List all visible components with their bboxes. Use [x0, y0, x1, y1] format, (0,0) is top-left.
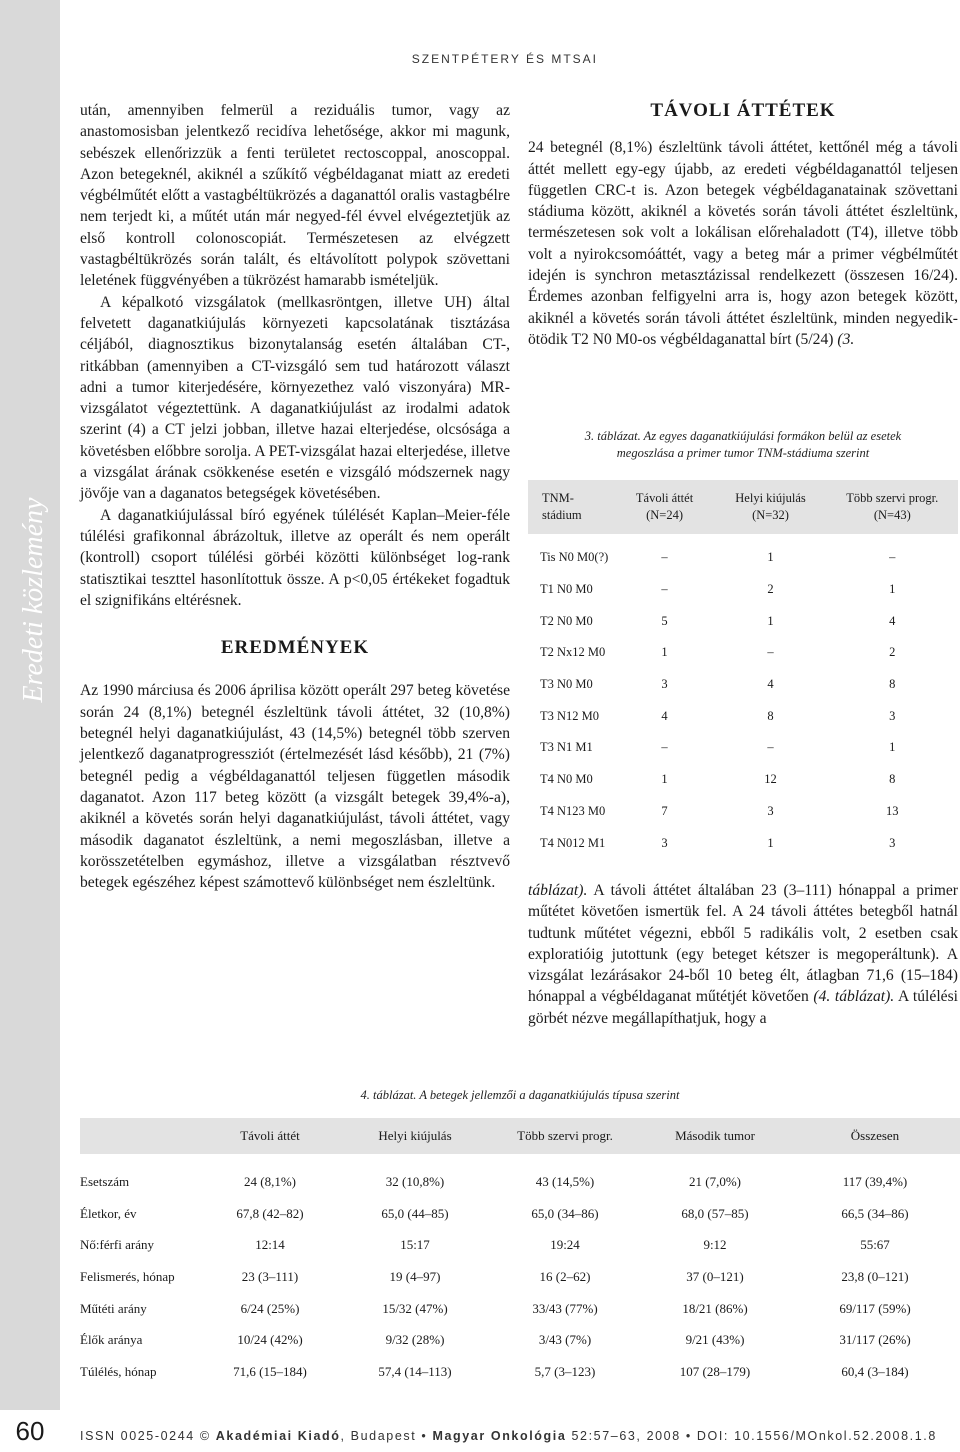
table-cell: 57,4 (14–113) [378, 1363, 452, 1379]
table-4-header-cell [80, 1118, 200, 1154]
table-4-header-row [80, 1118, 960, 1154]
table-3-body [528, 534, 958, 859]
table-4-spacer [80, 1154, 960, 1166]
table-row [80, 1198, 960, 1230]
row-label-cell: Tis N0 M0(?) [540, 550, 609, 565]
table-cell: 4 [889, 613, 896, 628]
table-cell: – [767, 645, 774, 660]
table-cell: 21 (7,0%) [689, 1173, 741, 1189]
table-cell: 1 [889, 582, 896, 597]
table-4-caption: 4. táblázat. A betegek jellemzői a daganatkiújulás típusa szerint [360, 1088, 680, 1102]
running-head: SZENTPÉTERY ÉS MTSAI [411, 52, 598, 66]
table-4-reference: (4. táblázat). [813, 988, 895, 1006]
side-label-text: Eredeti közlemény [18, 497, 49, 703]
table-row [528, 637, 958, 669]
table-cell: – [767, 740, 774, 755]
row-label-cell: T4 N123 M0 [540, 803, 606, 818]
footer-volume-doi: 52:57–63, 2008 • DOI: 10.1556/MOnkol.52.2008.1.8 [571, 1429, 937, 1443]
table-4-header-cell: Második tumor [640, 1118, 790, 1154]
table-cell: 71,6 (15–184) [233, 1363, 307, 1379]
table-cell: – [661, 550, 668, 565]
left-paragraph-1: után, amennyiben felmerül a reziduális tumor, vagy az anastomosisban jelentkező recidíva lehetősége, akkor mi magunk, sebészek ellenőrizzük a fenti területet rectoscoppal, anoscoppal. Azon betegeknél, akiknél a szűkítő végbéldaganat miatt az eredeti végbélműtét előtt a vastagbéltükrözés a daganattól oralis vastagbélre nem terjedt ki, a műtét után már negyed-fél évvel elvégeztetjük az első kontroll colonoscopiát. Természetesen az elvégzett vastagbéltükrözés során talált, és eltávolított polypok szövettani leletének függvényében a tükrözést hamarabb ismételjük. [80, 102, 510, 290]
table-4-header-cell: Távoli áttét [200, 1118, 340, 1154]
row-label-cell: Élők aránya [80, 1332, 143, 1348]
footer-journal: Magyar Onkológia [432, 1429, 567, 1443]
table-cell: 3 [661, 677, 668, 692]
table-row [528, 796, 958, 828]
table-3-header-cell: Helyi kiújulás (N=32) [714, 480, 826, 534]
table-cell: 43 (14,5%) [535, 1173, 595, 1189]
section-heading-tavoli-attetek: TÁVOLI ÁTTÉTEK [650, 100, 836, 121]
table-cell: 12:14 [255, 1237, 285, 1253]
table-cell: 15:17 [400, 1237, 430, 1253]
table-cell: 3 [889, 835, 896, 850]
table-cell: 107 (28–179) [679, 1363, 751, 1379]
table-cell: 19:24 [550, 1237, 580, 1253]
table-row [528, 542, 958, 574]
table-row [528, 732, 958, 764]
left-paragraph-4: Az 1990 márciusa és 2006 áprilisa között operált 297 beteg követése során 24 (8,1%) betegnél észleltünk távoli áttétet, 32 (10,8%) betegnél helyi daganatkiújulást, 43 (14,5%) betegnél több szerven jelentkező daganatprogressziót (értelmezését lásd később), 21 (7%) betegnél pedig a végbéldaganattól teljesen független második daganatot. Azon 117 beteg között (a vizsgált betegek 39,4%-a), akiknél a követés során helyi daganatkiújulást, távoli áttétet, vagy második daganatot észleltünk, a nemi megoszlásban, illetve a korösszetételben egymáshoz, illetve a vizsgálatban résztvevő betegek egészéhez képest számottevő különbséget nem észleltünk. [80, 682, 510, 892]
table-cell: 23,8 (0–121) [841, 1268, 909, 1284]
table-cell: 66,5 (34–86) [841, 1205, 909, 1221]
table-4-header-cell: Több szervi progr. [490, 1118, 640, 1154]
table-3-reference-end: táblázat). [528, 882, 588, 899]
table-cell: 12 [764, 772, 777, 787]
side-band [0, 0, 60, 1410]
right-paragraph-2 [528, 880, 958, 1029]
table-4-body [80, 1154, 960, 1388]
table-row [528, 605, 958, 637]
row-label-cell: T1 N0 M0 [540, 582, 593, 597]
table-cell: 60,4 (3–184) [841, 1363, 909, 1379]
table-cell: 7 [661, 803, 668, 818]
table-cell: 1 [889, 740, 896, 755]
table-cell: 1 [767, 835, 774, 850]
section-heading-eredmenyek: EREDMÉNYEK [220, 637, 370, 659]
table-cell: 5 [661, 613, 668, 628]
table-3-caption-line-1: 3. táblázat. Az egyes daganatkiújulási formákon belül az esetek [584, 429, 902, 443]
table-cell: 4 [661, 708, 668, 723]
table-row [80, 1293, 960, 1325]
footer-city: , Budapest • [340, 1429, 428, 1443]
row-label-cell: Műtéti arány [80, 1300, 147, 1316]
table-cell: 5,7 (3–123) [534, 1363, 596, 1379]
table-3 [528, 480, 958, 859]
table-3-reference: (3. [837, 330, 855, 348]
right-column-bottom [528, 880, 958, 1029]
table-cell: 1 [661, 645, 668, 660]
table-cell: 68,0 (57–85) [681, 1205, 749, 1221]
left-paragraph-2: A képalkotó vizsgálatok (mellkasröntgen, illetve UH) által felvetett daganatkiújulás környezeti kapcsolatának tisztázása céljából, diagnosztikus bizonytalanság esetén általában CT-, ritkábban (amennyiben a CT-vizsgáló sem tud határozott választ adni a tumor kiterjedésére, környezethez való viszonyára) MR-vizsgálatot végeztettünk. A daganatkiújulást az irodalmi adatok szerint (4) a CT jelzi jobban, illetve hazai elterjedése, olcsósága a követésben előbbre sorolja. A PET-vizsgálat hazai elterjedése, illetve a vizsgálat árának csökkenése esetén e vizsgáló módszernek nagy jövője van a daganatos betegségek követésében. [80, 293, 510, 503]
table-cell: 13 [886, 803, 899, 818]
table-cell: 6/24 (25%) [240, 1300, 300, 1316]
right-paragraph-2-end: A túlélési görbét nézve megállapíthatjuk, hogy a [528, 988, 958, 1027]
row-label-cell: Életkor, év [80, 1205, 137, 1221]
table-cell: 1 [767, 613, 774, 628]
table-cell: 65,0 (34–86) [531, 1205, 599, 1221]
table-row [80, 1356, 960, 1388]
side-label [14, 420, 54, 780]
table-row [528, 574, 958, 606]
table-cell: 9/21 (43%) [685, 1332, 745, 1348]
row-label-cell: Nő:férfi arány [80, 1237, 154, 1253]
table-cell: – [661, 740, 668, 755]
table-cell: 8 [889, 677, 896, 692]
table-4-header-cell: Összesen [790, 1118, 960, 1154]
row-label-cell: T2 Nx12 M0 [540, 645, 606, 660]
row-label-cell: T3 N0 M0 [540, 677, 593, 692]
row-label-cell: Túlélés, hónap [80, 1363, 157, 1379]
table-cell: – [889, 550, 896, 565]
table-cell: 3 [889, 708, 896, 723]
table-cell: 67,8 (42–82) [236, 1205, 304, 1221]
table-cell: 3/43 (7%) [538, 1332, 592, 1348]
footer-issn: ISSN 0025-0244 © [80, 1429, 211, 1443]
table-cell: 3 [767, 803, 774, 818]
table-3-header-cell: TNM-stádium [528, 480, 615, 534]
table-row [528, 669, 958, 701]
row-label-cell: T4 N0 M0 [540, 772, 593, 787]
footer-citation [80, 1429, 937, 1443]
row-label-cell: Esetszám [80, 1173, 130, 1189]
footer [0, 1410, 960, 1452]
table-cell: 55:67 [860, 1237, 890, 1253]
table-cell: 23 (3–111) [241, 1268, 299, 1284]
table-cell: 117 (39,4%) [842, 1173, 908, 1189]
row-label-cell: T3 N12 M0 [540, 708, 600, 723]
table-row [80, 1324, 960, 1356]
table-cell: 2 [889, 645, 896, 660]
table-cell: 9:12 [703, 1237, 727, 1253]
right-paragraph-1-text: 24 betegnél (8,1%) észleltünk távoli áttétet, kettőnél még a távoli áttét mellett egy-egy újabb, az eredeti végbéldaganattól teljesen független CRC-t is. Azon betegek végbéldaganatainak szövettani stádiuma között, akiknél a követés során távoli áttétet észleltünk, természetesen sok volt a lokálisan előrehaladott (T4), illetve több volt a nyirokcsomóáttét, vagy a beteg már a primer végbélműtét idején is synchron metasztázissal rendelkezett (összesen 16/24). Érdemes azonban felfigyelni arra is, hogy azon betegek között, akiknél a követés során távoli áttétet észleltünk, minden negyedik-ötödik T2 N0 M0-os végbéldaganattal bírt (5/24) [528, 139, 958, 348]
table-cell: 16 (2–62) [539, 1268, 591, 1284]
table-3-caption-line-2: megoszlása a primer tumor TNM-stádiuma szerint [616, 446, 870, 460]
table-row [528, 700, 958, 732]
table-cell: 9/32 (28%) [385, 1332, 445, 1348]
table-cell: 24 (8,1%) [244, 1173, 296, 1189]
table-cell: 37 (0–121) [686, 1268, 744, 1284]
right-column-top [528, 100, 958, 350]
left-column [80, 100, 510, 893]
table-row [528, 764, 958, 796]
row-label-cell: Felismerés, hónap [80, 1268, 175, 1284]
table-3-header-cell: Több szervi progr. (N=43) [827, 480, 958, 534]
table-row [528, 827, 958, 859]
table-cell: 8 [889, 772, 896, 787]
table-cell: 18/21 (86%) [682, 1300, 748, 1316]
right-paragraph-1 [528, 137, 958, 350]
table-cell: 8 [767, 708, 774, 723]
table-3-spacer [528, 534, 958, 542]
table-cell: 31/117 (26%) [839, 1332, 911, 1348]
table-row [80, 1166, 960, 1198]
table-cell: 1 [661, 772, 668, 787]
row-label-cell: T2 N0 M0 [540, 613, 593, 628]
right-paragraph-2-text: A távoli áttétet általában 23 (3–111) hónappal a primer műtétet követően ismertük fel. A 24 távoli áttétes betegből hatnál tudtunk műtétet végezni, ebből 5 radikális volt, 2 esetben csak exploratióig jutottunk (egy beteget kétszer is megoperáltunk). A vizsgálat lezárásakor 24-ből 10 beteg élt, átlagban 71,6 (15–184) hónappal a végbéldaganat műtétjét követően [528, 882, 958, 1006]
table-row [80, 1229, 960, 1261]
table-4 [80, 1118, 960, 1388]
table-row [80, 1261, 960, 1293]
table-cell: 10/24 (42%) [237, 1332, 303, 1348]
table-cell: 3 [661, 835, 668, 850]
table-3-header-cell: Távoli áttét (N=24) [615, 480, 715, 534]
table-3-caption [528, 428, 958, 462]
table-cell: 19 (4–97) [389, 1268, 441, 1284]
table-3-header-row [528, 480, 958, 534]
table-cell: 65,0 (44–85) [381, 1205, 449, 1221]
footer-publisher: Akadémiai Kiadó [215, 1429, 341, 1443]
table-cell: 33/43 (77%) [532, 1300, 598, 1316]
table-cell: 2 [767, 582, 774, 597]
table-4-header-cell: Helyi kiújulás [340, 1118, 490, 1154]
table-cell: 69/117 (59%) [839, 1300, 911, 1316]
row-label-cell: T3 N1 M1 [540, 740, 593, 755]
table-cell: 1 [767, 550, 774, 565]
row-label-cell: T4 N012 M1 [540, 835, 606, 850]
left-paragraph-3: A daganatkiújulással bíró egyének túlélését Kaplan–Meier-féle túlélési grafikonnal ábrázoltuk, illetve az operált és nem operált (kontroll) csoport túlélési görbéi közötti különbséget log-rank statisztikai teszttel hasonlítottuk össze. A p<0,05 értékeket fogadtuk el szignifikáns eltérésnek. [80, 506, 510, 609]
page-number: 60 [15, 1416, 45, 1446]
table-cell: – [661, 582, 668, 597]
table-cell: 32 (10,8%) [385, 1173, 445, 1189]
table-cell: 4 [767, 677, 774, 692]
table-cell: 15/32 (47%) [382, 1300, 448, 1316]
